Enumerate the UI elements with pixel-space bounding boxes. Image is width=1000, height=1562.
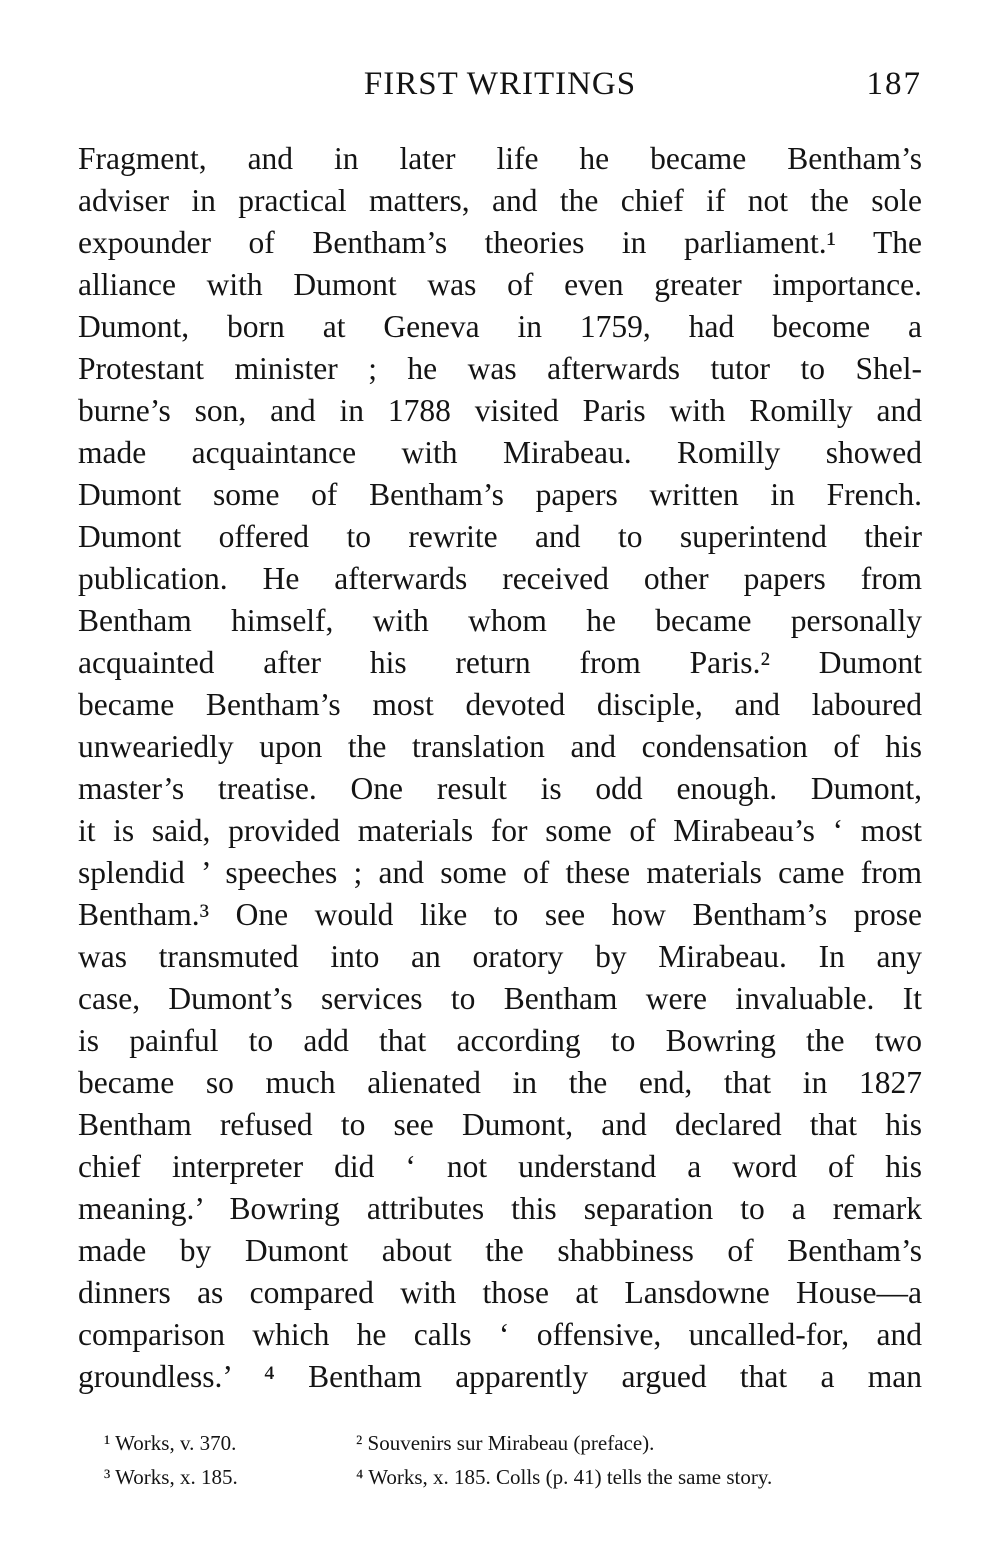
text-line: became so much alienated in the end, that in 1827 — [78, 1065, 922, 1100]
text-line: meaning.’ Bowring attributes this separation to a remark — [78, 1191, 922, 1226]
text-line: Bentham himself, with whom he became personally — [78, 603, 922, 638]
text-line: case, Dumont’s services to Bentham were invaluable. It — [78, 981, 922, 1016]
body-text — [78, 138, 922, 1398]
text-line: adviser in practical matters, and the chief if not the sole — [78, 183, 922, 218]
footnote-row — [104, 1460, 924, 1494]
text-line: made by Dumont about the shabbiness of Bentham’s — [78, 1233, 922, 1268]
footnotes — [104, 1426, 924, 1494]
text-line: dinners as compared with those at Lansdowne House—a — [78, 1275, 922, 1310]
text-line: Dumont offered to rewrite and to superintend their — [78, 519, 922, 554]
text-line: chief interpreter did ‘ not understand a word of his — [78, 1149, 922, 1184]
text-line: master’s treatise. One result is odd enough. Dumont, — [78, 771, 922, 806]
page-number: 187 — [866, 66, 922, 102]
text-line: expounder of Bentham’s theories in parliament.¹ The — [78, 225, 922, 260]
text-line: splendid ’ speeches ; and some of these materials came from — [78, 855, 922, 890]
text-line: was transmuted into an oratory by Mirabeau. In any — [78, 939, 922, 974]
footnote-row — [104, 1426, 924, 1460]
text-line: publication. He afterwards received other papers from — [78, 561, 922, 596]
text-line: Bentham.³ One would like to see how Bentham’s prose — [78, 897, 922, 932]
text-line: Fragment, and in later life he became Bentham’s — [78, 141, 922, 176]
footnote-1: ¹ Works, v. 370. — [104, 1431, 237, 1455]
text-line: burne’s son, and in 1788 visited Paris with Romilly and — [78, 393, 922, 428]
text-line: comparison which he calls ‘ offensive, uncalled-for, and — [78, 1317, 922, 1352]
running-title: FIRST WRITINGS — [363, 66, 637, 102]
footnote-4: ⁴ Works, x. 185. Colls (p. 41) tells the same story. — [356, 1465, 773, 1489]
text-line: Dumont, born at Geneva in 1759, had become a — [78, 309, 922, 344]
text-line: it is said, provided materials for some of Mirabeau’s ‘ most — [78, 813, 922, 848]
text-line: made acquaintance with Mirabeau. Romilly showed — [78, 435, 922, 470]
text-line: alliance with Dumont was of even greater importance. — [78, 267, 922, 302]
text-line: Protestant minister ; he was afterwards tutor to Shel- — [78, 351, 922, 386]
text-line: Bentham refused to see Dumont, and declared that his — [78, 1107, 922, 1142]
text-line: groundless.’ ⁴ Bentham apparently argued that a man — [78, 1359, 922, 1394]
text-line: acquainted after his return from Paris.² Dumont — [78, 645, 922, 680]
text-line: unweariedly upon the translation and condensation of his — [78, 729, 922, 764]
text-line: is painful to add that according to Bowring the two — [78, 1023, 922, 1058]
page-header — [78, 66, 922, 116]
text-line: Dumont some of Bentham’s papers written in French. — [78, 477, 922, 512]
footnote-2: ² Souvenirs sur Mirabeau (preface). — [356, 1431, 655, 1455]
text-line: became Bentham’s most devoted disciple, and laboured — [78, 687, 922, 722]
footnote-3: ³ Works, x. 185. — [104, 1465, 238, 1489]
